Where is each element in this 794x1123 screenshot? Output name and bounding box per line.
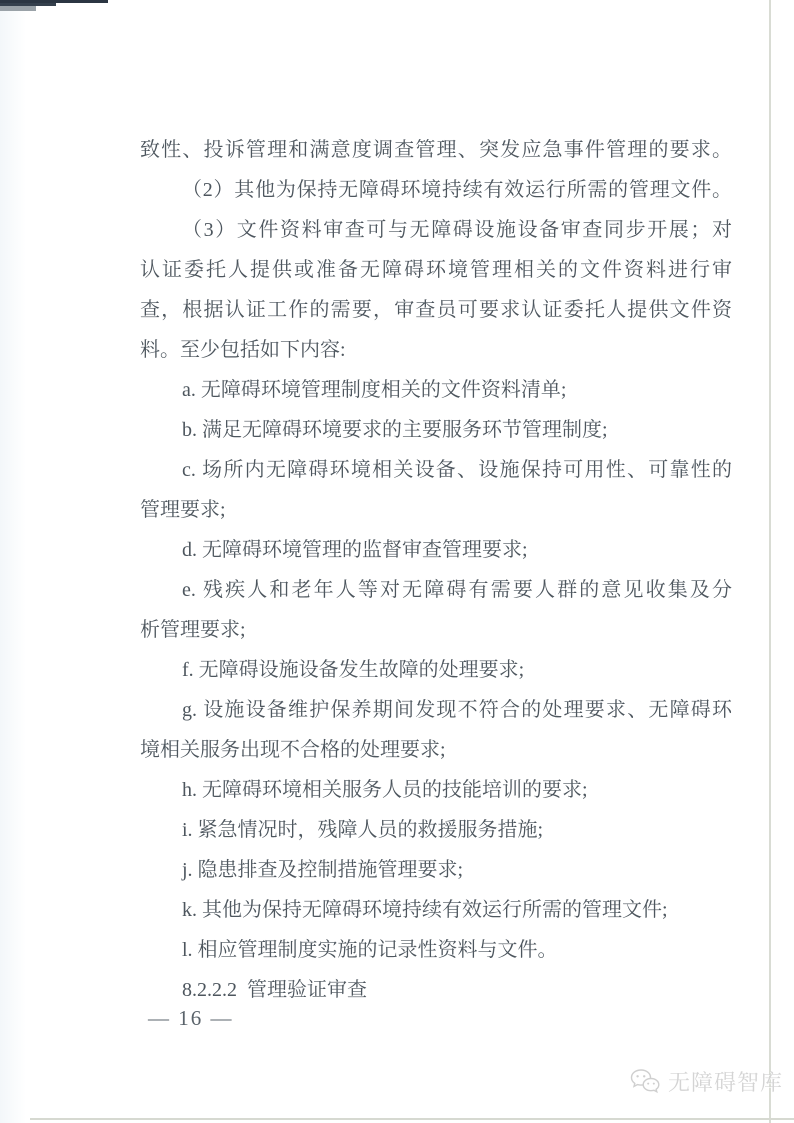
chat-bubbles-icon: [630, 1068, 660, 1096]
scan-edge-line-bottom: [30, 1118, 794, 1120]
scan-artifact-top-left-3: [0, 6, 36, 11]
text-line: （3）文件资料审查可与无障碍设施设备审查同步开展；对: [182, 219, 732, 241]
text-line: 管理要求;: [140, 499, 226, 521]
watermark-label: 无障碍智库: [668, 1070, 784, 1095]
text-line: 境相关服务出现不合格的处理要求;: [140, 739, 446, 761]
list-item: e. 残疾人和老年人等对无障碍有需要人群的意见收集及分: [182, 579, 732, 601]
list-item: d. 无障碍环境管理的监督审查管理要求;: [182, 539, 528, 561]
list-item: c. 场所内无障碍环境相关设备、设施保持可用性、可靠性的: [182, 459, 732, 481]
watermark: [630, 1066, 783, 1097]
text-line: （2）其他为保持无障碍环境持续有效运行所需的管理文件。: [182, 179, 732, 201]
list-item: g. 设施设备维护保养期间发现不符合的处理要求、无障碍环: [182, 699, 732, 721]
scan-streaks-left: [0, 0, 26, 1123]
list-item: i. 紧急情况时，残障人员的救援服务措施;: [182, 819, 544, 841]
list-item: f. 无障碍设施设备发生故障的处理要求;: [182, 659, 525, 681]
text-line: 致性、投诉管理和满意度调查管理、突发应急事件管理的要求。: [140, 139, 732, 161]
text-line: 析管理要求;: [140, 619, 246, 641]
section-heading: 8.2.2.2 管理验证审查: [182, 979, 367, 1001]
scan-edge-line-right: [769, 0, 771, 1123]
list-item: k. 其他为保持无障碍环境持续有效运行所需的管理文件;: [182, 899, 668, 921]
list-item: a. 无障碍环境管理制度相关的文件资料清单;: [182, 379, 567, 401]
list-item: j. 隐患排查及控制措施管理要求;: [182, 859, 464, 881]
page-number: — 16 —: [148, 1006, 234, 1030]
list-item: l. 相应管理制度实施的记录性资料与文件。: [182, 939, 558, 961]
text-line: 查，根据认证工作的需要，审查员可要求认证委托人提供文件资: [140, 299, 732, 321]
list-item: h. 无障碍环境相关服务人员的技能培训的要求;: [182, 779, 588, 801]
text-line: 认证委托人提供或准备无障碍环境管理相关的文件资料进行审: [140, 259, 732, 281]
text-line: 料。至少包括如下内容:: [140, 339, 346, 361]
list-item: b. 满足无障碍环境要求的主要服务环节管理制度;: [182, 419, 608, 441]
document-body: [140, 130, 732, 1010]
